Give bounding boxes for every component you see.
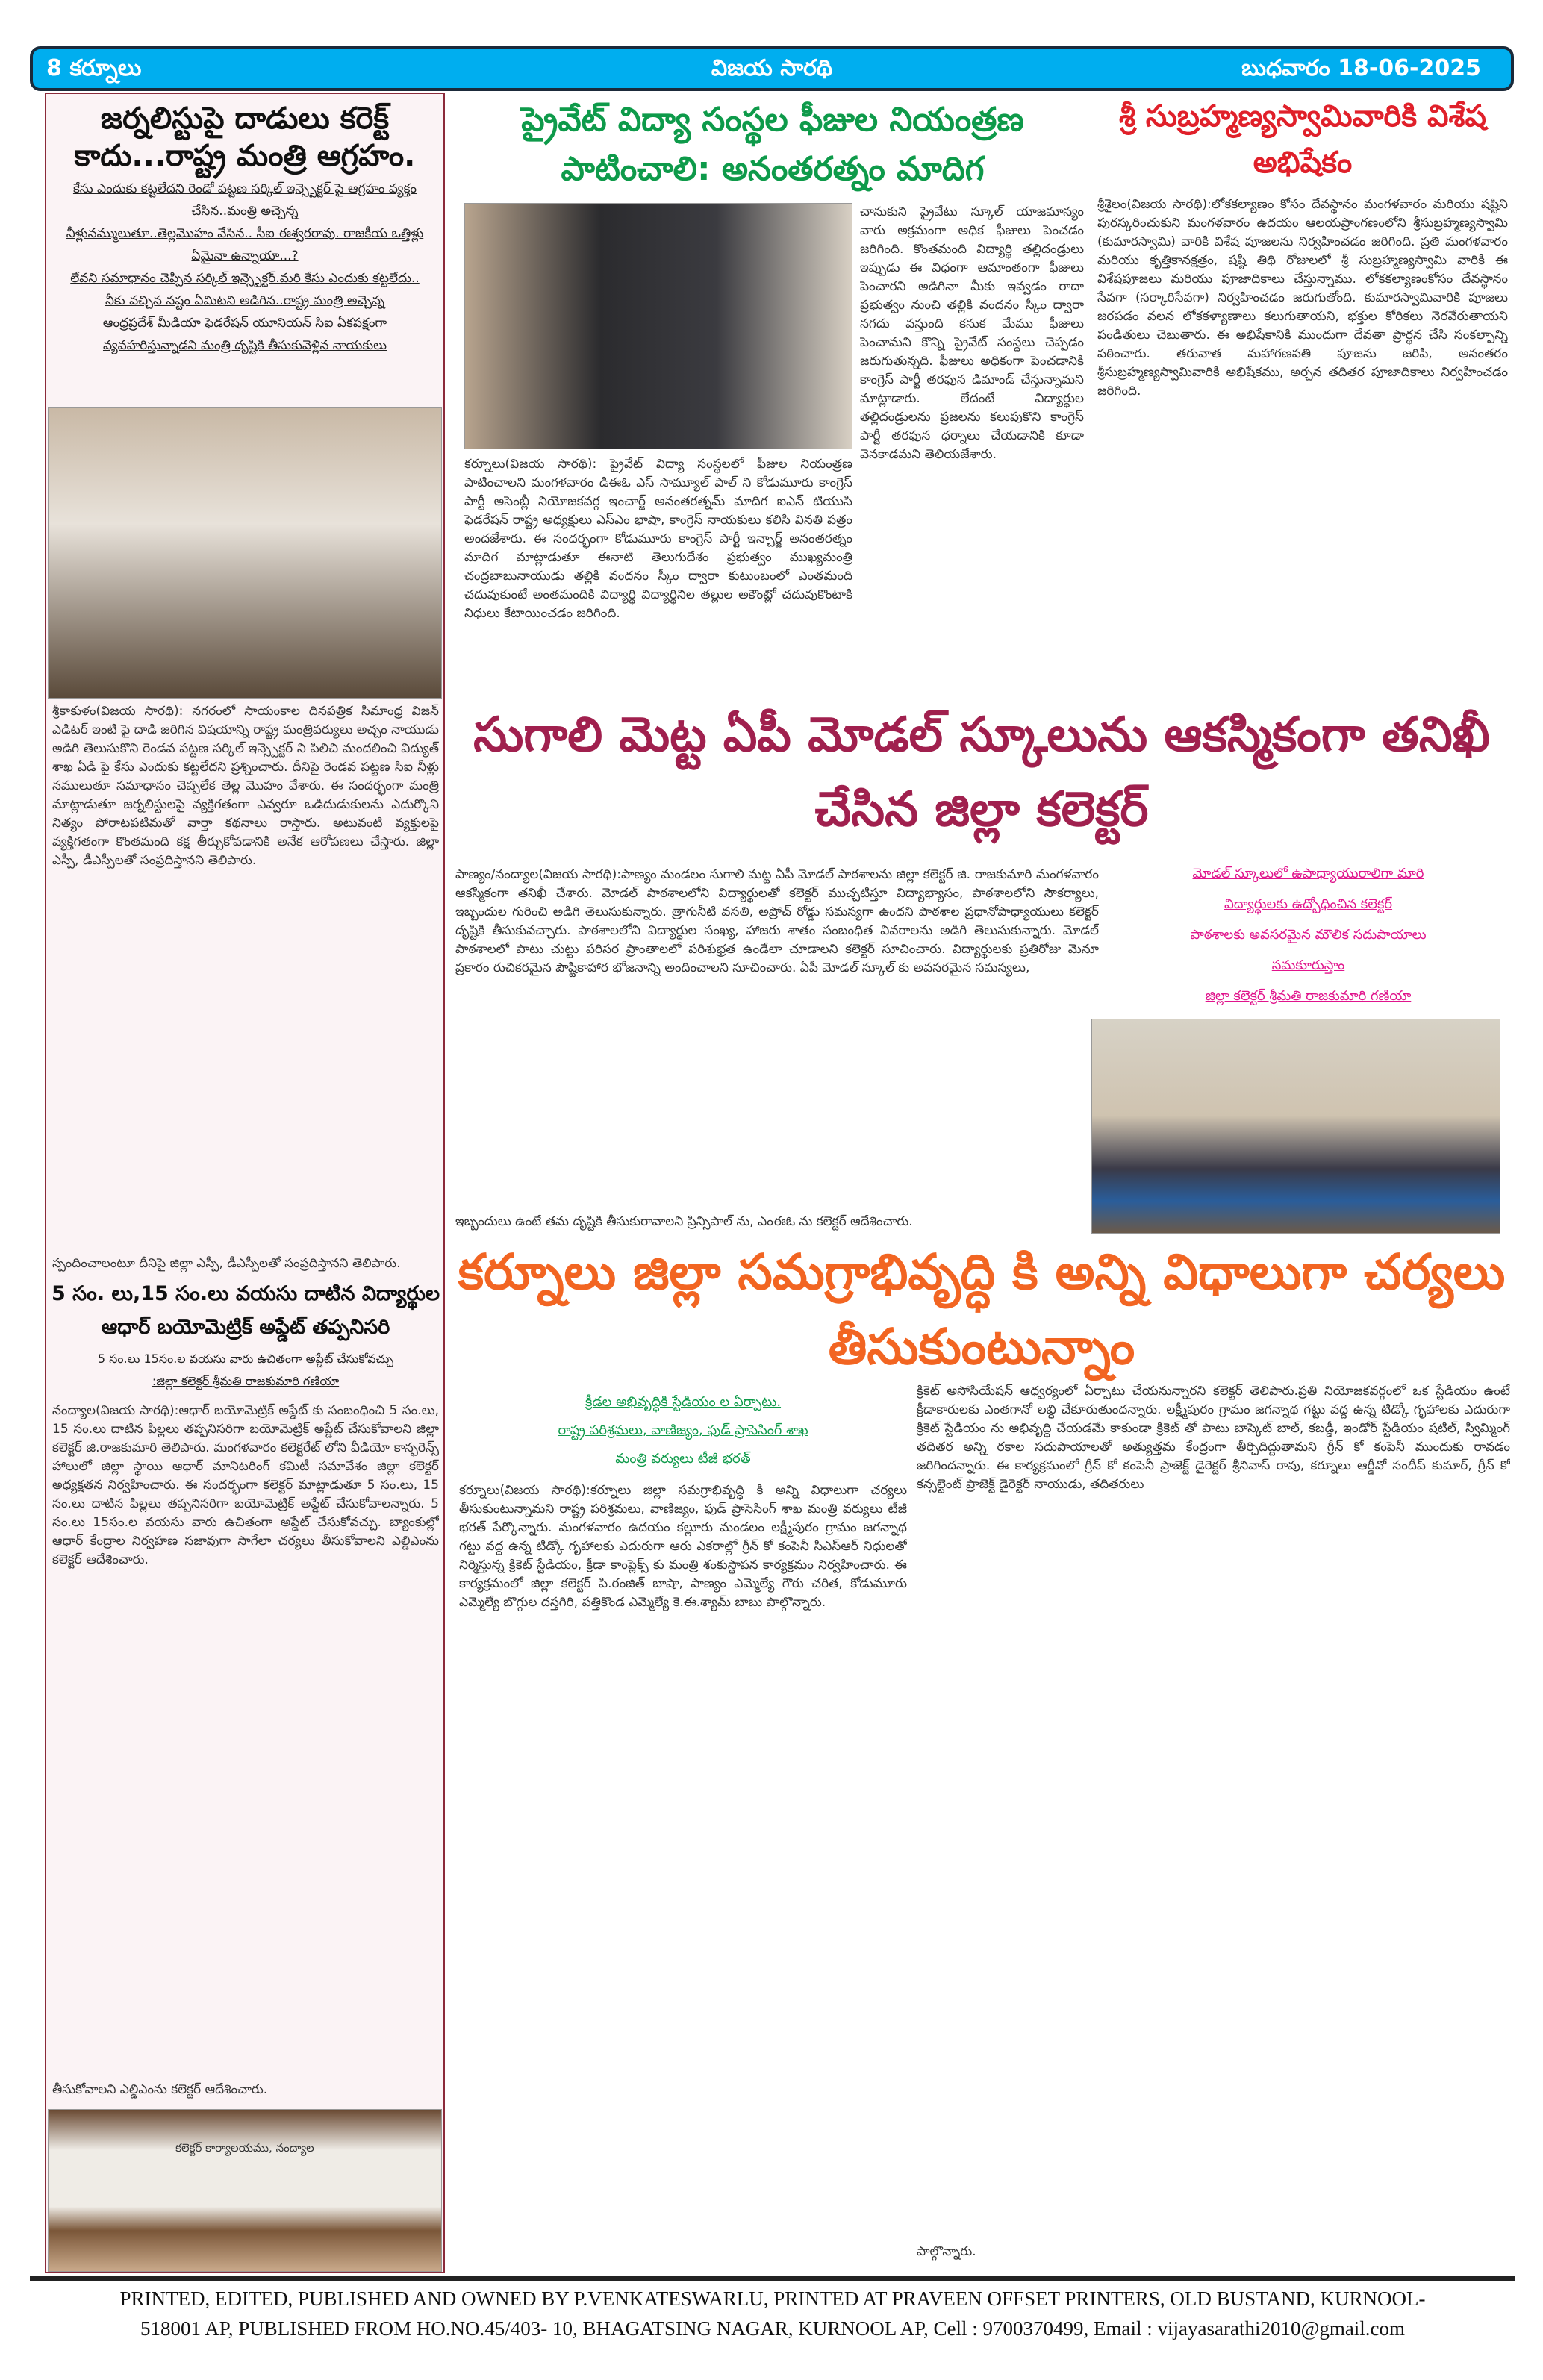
school-article-end: ఇబ్బందులు ఉంటే తమ దృష్టికి తీసుకురావాలని ప్రిన్సిపాల్ ను, ఎంఈఓ ను కలెక్టర్ ఆదేశించారు. [455, 1214, 913, 1229]
temple-headline: శ్రీ సుబ్రహ్మణ్యస్వామివారికి విశేష అభిషేకం [1119, 99, 1486, 180]
kurnool-subheadings [455, 1388, 911, 1473]
classroom-photo [1091, 1019, 1500, 1234]
aadhaar-headline: 5 సం. లు,15 సం.లు వయసు దాటిన విద్యార్థుల ఆధార్ బయోమెట్రిక్ అప్డేట్ తప్పనిసరి [51, 1282, 440, 1339]
school-subheading: విద్యార్థులకు ఉద్బోధించిన కలెక్టర్ [1224, 896, 1393, 912]
temple-article-body: శ్రీశైలం(విజయ సారథి):లోకకల్యాణం కోసం దేవస్థానం మంగళవారం మరియు షష్టిని పురస్కరించుకుని మంగళవారం ఉదయం ఆలయప్రాంగణంలోని శ్రీసుబ్రహ్మణ్యస్వామి (కుమారస్వామి) వారికి విశేష పూజలను నిర్వహించడం జరిగింది. ప్రతి మంగళవారం మరియు కృత్తికానక్షత్రం, షష్ఠి తిథి రోజులలో శ్రీ సుబ్రహ్మణ్యస్వామి వారికి ఈ విశేషపూజలు మరియు పూజాదికాలు చేస్తున్నాము. లోకకల్యాణంకోసం దేవస్థానం సేవగా (సర్కారిసేవగా) నిర్వహించడం జరుగుతోంది. కుమారస్వామివారికి పూజలు జరపడం వలన లోకకళ్యాణాలు కలుగుతాయని, భక్తుల కోరికలు నెరవేరుతాయని పండితులు చెబుతారు. ఈ అభిషేకానికి ముందుగా దేవతా ప్రార్థన చేసి సంకల్పాన్ని పఠించారు. తరువాత మహాగణపతి పూజను జరిపి, అనంతరం శ్రీసుబ్రహ్మణ్యస్వామివారికి అభిషేకము, అర్చన తదితర పూజాదికాలు నిర్వహించడం జరిగింది. [1097, 197, 1508, 399]
school-article-body: పాణ్యం/నంద్యాల(విజయ సారథి):పాణ్యం మండలం సుగాలి మట్ట ఏపీ మోడల్ పాఠశాలను జిల్లా కలెక్టర్ జి. రాజకుమారి మంగళవారం ఆకస్మికంగా తనిఖీ చేశారు. మోడల్ పాఠశాలలోని విద్యార్థులతో కలెక్టర్ ముచ్చటిస్తూ విద్యాభ్యాసం, పాఠశాలలోని సౌకర్యాలు, ఇబ్బందుల గురించి అడిగి తెలుసుకున్నారు. త్రాగునీటి వసతి, అప్రోచ్ రోడ్డు సమస్యగా ఉందని పాఠశాల ప్రధానోపాధ్యాయులు కలెక్టర్ దృష్టికి తీసుకువచ్చారు. పాఠశాలలోని విద్యార్థుల సంఖ్య, హాజరు శాతం సంబంధిత వివరాలను అడిగి తెలుసుకున్నారు. మోడల్ పాఠశాలలో పాటు చుట్టు పరిసర ప్రాంతాలలో పరిశుభ్రత ఉండేలా చూడాలని కలెక్టర్ సూచించారు. విద్యార్థులకు ప్రతిరోజు మెనూ ప్రకారం రుచికరమైన పౌష్టికాహార భోజనాన్ని అందించాలని సూచించారు. ఏపీ మోడల్ స్కూల్ కు అవసరమైన సమస్యలు, [455, 867, 1099, 975]
newspaper-title: విజయ సారథి [711, 55, 833, 81]
kurnool-headline: కర్నూలు జిల్లా సమగ్రాభివృద్ధి కి అన్ని విధాలుగా చర్యలు తీసుకుంటున్నాం [458, 1243, 1506, 1375]
left-headline: జర్నలిస్టుపై దాడులు కరెక్ట్ కాదు...రాష్ట్ర మంత్రి ఆగ్రహం. [74, 101, 416, 173]
left-subheading: కేసు ఎందుకు కట్టలేదని రెండో పట్టణ సర్కిల్ ఇన్స్పెక్టర్ పై ఆగ్రహం వ్యక్తం చేసిన..మంత్రి అచ్చెన్న [72, 181, 417, 219]
aadhaar-article-end: తీసుకోవాలని ఎల్డిఎంను కలెక్టర్ ఆదేశించారు. [52, 2082, 268, 2097]
fees-headline: ప్రైవేట్ విద్యా సంస్థల ఫీజుల నియంత్రణ పాటించాలి: అనంతరత్నం మాదిగ [521, 101, 1024, 188]
kurnool-subheading: రాష్ట్ర పరిశ్రమలు, వాణిజ్యం, ఫుడ్ ప్రాసెసింగ్ శాఖ [558, 1422, 808, 1438]
left-article-body: శ్రీకాకుళం(విజయ సారథి): నగరంలో సాయంకాల దినపత్రిక సిమాంధ్ర విజన్ ఎడిటర్ ఇంటి పై దాడి జరిగిన విషయాన్ని రాష్ట్ర మంత్రివర్యులు అచ్చం నాయుడు అడిగి తెలుసుకొని రెండవ పట్టణ సర్కిల్ ఇన్స్పెక్టర్ ని పిలిచి మందలించి విద్యుత్ శాఖ ఏడి పై కేసు ఎందుకు కట్టలేదని ప్రశ్నించారు. దీనిపై రెండవ పట్టణ సిఐ నీళ్లు నములుతూ సమాధానం చెప్పలేక తెల్ల మొహం వేశారు. ఈ సందర్భంగా మంత్రి మాట్లాడుతూ జర్నలిస్టులపై వ్యక్తిగతంగా ఎవ్వరూ ఒడిదుడుకులను ఎదుర్కొని నిత్యం పోరాటపటిమతో వార్తా కథనాలు రాస్తారు. అటువంటి వ్యక్తులపై వ్యక్తిగతంగా కొంతమంది కక్ష తీర్చుకోవడానికి అనేక ఆరోపణలు చేస్తారు. జిల్లా ఎస్పీ, డీఎస్పీలతో సంప్రదిస్తానని తెలిపారు. [52, 704, 439, 868]
imprint-line: 518001 AP, PUBLISHED FROM HO.NO.45/403- 10, BHAGATSING NAGAR, KURNOOL AP, Cell : 9700370499, Email : vijayasarathi2010@gmail.com [140, 2317, 1406, 2340]
left-subheading: నీళ్లునమ్ములుతూ..తెల్లమొహం వేసిన.. సీఐ ఈశ్వరరావు. రాజకీయ ఒత్తిళ్లు ఏమైనా ఉన్నాయా...? [66, 226, 424, 263]
school-subheadings [1105, 858, 1512, 1011]
masthead-bar [30, 46, 1514, 91]
school-headline: సుగాలి మెట్ట ఏపీ మోడల్ స్కూలును ఆకస్మికంగా తనిఖీ చేసిన జిల్లా కలెక్టర్ [473, 708, 1490, 837]
school-subheading: జిల్లా కలెక్టర్ శ్రీమతి రాజకుమారి గణియా [1205, 988, 1412, 1004]
left-article-end: స్పందించాలంటూ దీనిపై జిల్లా ఎస్పీ, డీఎస్పీలతో సంప్రదిస్తానని తెలిపారు. [52, 1256, 401, 1271]
imprint-footer [30, 2284, 1515, 2343]
school-subheading: సమకూరుస్తాం [1271, 958, 1345, 973]
page-section: 8 కర్నూలు [46, 55, 142, 81]
kurnool-subheading: క్రీడల అభివృద్ధికి స్టేడియం ల ఏర్పాటు. [585, 1394, 782, 1410]
school-subheading: మోడల్ స్కూలులో ఉపాధ్యాయురాలిగా మారి [1192, 866, 1424, 881]
kurnool-article-body-continued: క్రికెట్ అసోసియేషన్ ఆధ్వర్యంలో ఏర్పాటు చేయనున్నారని కలెక్టర్ తెలిపారు.ప్రతి నియోజకవర్గంలో ఒక స్టేడియం ఉంటే క్రీడాకారులకు ఎంతగానో లబ్ధి చేకూరుతుందన్నారు. లక్ష్మీపురం గ్రామం జగన్నాథ గట్టు వద్ద ఉన్న టిడ్కో గృహాలకు ఎదురుగా క్రికెట్ స్టేడియం ను అభివృద్ధి చేయడమే కాకుండా క్రికెట్ తో పాటు బాస్కెట్ బాల్, కబడ్డీ, ఇండోర్ స్టేడియం షటిల్, స్విమ్మింగ్ తదితర అన్ని రకాల సదుపాయాలతో అత్యుత్తమ కేంద్రంగా తీర్చిదిద్దుతామని గ్రీన్ కో కంపెనీ ముందుకు రావడం జరిగిందన్నారు. ఈ కార్యక్రమంలో గ్రీన్ కో కంపెనీ ప్రాజెక్ట్ డైరెక్టర్ శ్రీనివాస్ రావు, కర్నూలు ఆర్డీవో సందీప్ కుమార్, గ్రీన్ కో కన్సల్టెంట్ ప్రాజెక్ట్ డైరెక్టర్ నాయుడు, తదితరులు [917, 1384, 1510, 1492]
aadhaar-subheading: :జిల్లా కలెక్టర్ శ్రీమతి రాజకుమారి గణియా [152, 1374, 340, 1388]
footer-rule [30, 2276, 1515, 2281]
aadhaar-article-body: నంద్యాల(విజయ సారథి):ఆధార్ బయోమెట్రిక్ అప్డేట్ కు సంబంధించి 5 సం.లు, 15 సం.లు దాటిన పిల్లలు తప్పనిసరిగా బయోమెట్రిక్ అప్డేట్ చేసుకోవాలని జిల్లా కలెక్టర్ జి.రాజకుమారి తెలిపారు. మంగళవారం కలెక్టరేట్ లోని వీడియో కాన్ఫరెన్స్ హాలులో జిల్లా స్థాయి ఆధార్ మానిటరింగ్ కమిటీ సమావేశం జిల్లా కలెక్టర్ అధ్యక్షతన నిర్వహించారు. ఈ సందర్భంగా కలెక్టర్ మాట్లాడుతూ 5 సం.లు, 15 సం.లు దాటిన పిల్లలు తప్పనిసరిగా బయోమెట్రిక్ అప్డేట్ చేసుకోవాలన్నారు. 5 సం.లు 15సం.ల వయసు వారు ఉచితంగా అప్డేట్ చేసుకోవచ్చు. బ్యాంకుల్లో ఆధార్ కేంద్రాల నిర్వహణ సజావుగా సాగేలా చర్యలు తీసుకోవాలని ఎల్డిఎంను కలెక్టర్ ఆదేశించారు. [52, 1403, 439, 1567]
school-subheading: పాఠశాలకు అవసరమైన మౌలిక సదుపాయాలు [1190, 927, 1427, 943]
left-subheading: లేవని సమాధానం చెప్పిన సర్కిల్ ఇన్స్పెక్టర్.మరి కేసు ఎందుకు కట్టలేదు.. [70, 271, 420, 286]
fees-article-body: కర్నూలు(విజయ సారథి): ప్రైవేట్ విద్యా సంస్థలలో ఫీజుల నియంత్రణ పాటించాలని మంగళవారం డిఈఓ ఎస్ సామ్యూల్ పాల్ ని కోడుమూరు కాంగ్రెస్ పార్టీ అసెంబ్లీ నియోజకవర్గ ఇంచార్జ్ అనంతరత్నమ్ మాదిగ ఐఎన్ టియుసి ఫెడరేషన్ రాష్ట్ర అధ్యక్షులు ఎస్ఎం భాషా, కాంగ్రెస్ నాయకులు కలిసి వినతి పత్రం అందజేశారు. ఈ సందర్భంగా కోడుమూరు కాంగ్రెస్ పార్టీ ఇన్చార్జ్ అనంతరత్నం మాదిగ మాట్లాడుతూ ఈనాటి తెలుగుదేశం ప్రభుత్వం ముఖ్యమంత్రి చంద్రబాబునాయుడు తల్లికి వందనం స్కీం ద్వారా కుటుంబంలో ఎంతమంది చదువుకుంటే అంతమందికి విద్యార్థి విద్యార్థినిల తల్లుల అకౌంట్లో చదువుకొంటాకి నిధులు కేటాయించడం జరిగింది. [464, 457, 852, 621]
collector-meeting-photo [48, 2109, 442, 2272]
fees-article-body-continued: చానుకుని ప్రైవేటు స్కూల్ యాజమాన్యం వారు అక్రమంగా అధిక ఫీజులు పెంచడం జరిగింది. కొంతమంది విద్యార్థి తల్లిదండ్రులు ఇప్పుడు ఈ విధంగా ఆమాంతంగా ఫీజులు పెంచారని అడిగినా మీకు ఇవ్వడం రాదా ప్రభుత్వం నుంచి తల్లికి వందనం స్కీం ద్వారా నగదు వస్తుంది కనుక మేము ఫీజులు పెంచామని కొన్ని ప్రైవేట్ సంస్థలు చెప్పడం జరుగుతున్నది. ఫీజులు అధికంగా పెంచడానికి కాంగ్రెస్ పార్టీ తరఫున డిమాండ్ చేస్తున్నామని మాట్లాడారు. లేదంటే విద్యార్థుల తల్లిదండ్రులను ప్రజలను కలుపుకొని కాంగ్రెస్ పార్టీ తరఫున ధర్నాలు చేయడానికి కూడా వెనకాడమని తెలియజేశారు. [860, 204, 1084, 462]
left-subheading: ఆంధ్రప్రదేశ్ మీడియా ఫెడరేషన్ యూనియన్ సిఐ ఏకపక్షంగా వ్యవహరిస్తున్నాడని మంత్రి దృష్టికి తీసుకువెళ్లిన నాయకులు [102, 316, 387, 353]
issue-date: బుధవారం 18-06-2025 [1241, 55, 1481, 81]
minister-meeting-photo [48, 407, 442, 699]
kurnool-subheading: మంత్రి వర్యులు టీజీ భరత్ [615, 1451, 751, 1467]
fees-memorandum-photo [464, 203, 852, 449]
kurnool-article-body: కర్నూలు(విజయ సారథి):కర్నూలు జిల్లా సమగ్రాభివృద్ధి కి అన్ని విధాలుగా చర్యలు తీసుకుంటున్నామని రాష్ట్ర పరిశ్రమలు, వాణిజ్యం, ఫుడ్ ప్రాసెసింగ్ శాఖ మంత్రి వర్యులు టీజీ భరత్ పేర్కొన్నారు. మంగళవారం ఉదయం కల్లూరు మండలం లక్ష్మీపురం గ్రామం జగన్నాథ గట్టు వద్ద ఉన్న టిడ్కో గృహాలకు ఎదురుగా ఆరు ఎకరాల్లో గ్రీన్ కో కంపెనీ సిఎస్ఆర్ నిధులతో నిర్మిస్తున్న క్రికెట్ స్టేడియం, క్రీడా కాంప్లెక్స్ కు మంత్రి శంకుస్థాపన కార్యక్రమం నిర్వహించారు. ఈ కార్యక్రమంలో జిల్లా కలెక్టర్ పి.రంజిత్ బాషా, పాణ్యం ఎమ్మెల్యే గౌరు చరిత, కోడుమూరు ఎమ్మెల్యే బొగ్గుల దస్తగిరి, పత్తికొండ ఎమ్మెల్యే కె.ఈ.శ్యామ్ బాబు పాల్గొన్నారు. [459, 1483, 907, 1610]
kurnool-article-end: పాల్గొన్నారు. [917, 2244, 976, 2259]
office-sign: కలెక్టర్ కార్యాలయము, నంద్యాల [175, 2141, 314, 2155]
aadhaar-subheading: 5 సం.లు 15సం.ల వయసు వారు ఉచితంగా అప్డేట్ చేసుకోవచ్చు [97, 1352, 394, 1366]
left-column [45, 93, 445, 2273]
left-subheading: నీకు వచ్చిన నష్టం ఏమిటని అడిగిన..రాష్ట్ర మంత్రి అచ్చెన్న [105, 293, 385, 308]
imprint-line: PRINTED, EDITED, PUBLISHED AND OWNED BY P.VENKATESWARLU, PRINTED AT PRAVEEN OFFSET PRINTERS, OLD BUSTAND, KURNOOL- [119, 2287, 1426, 2310]
